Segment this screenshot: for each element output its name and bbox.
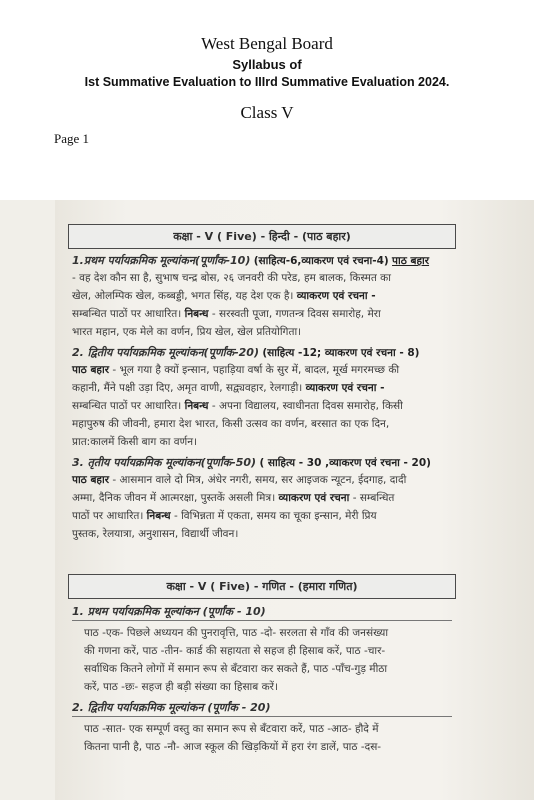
divider bbox=[72, 716, 452, 717]
text-fragment: निबन्ध bbox=[146, 510, 171, 522]
maths-s2-heading: 2. द्वितीय पर्यायक्रमिक मूल्यांकन (पूर्णांक - 20) bbox=[72, 701, 271, 714]
text-line bbox=[72, 491, 394, 505]
hindi-s2-heading-line bbox=[72, 345, 419, 360]
text-fragment: व्याकरण एवं रचना - bbox=[305, 382, 385, 394]
maths-s1-heading: 1. प्रथम पर्यायक्रमिक मूल्यांकन (पूर्णांक - 10) bbox=[72, 605, 266, 618]
text-fragment: अम्मा, दैनिक जीवन में आत्मरक्षा, पुस्तकें असली मित्र। bbox=[72, 492, 276, 504]
text-line bbox=[72, 473, 406, 487]
text-fragment: - सम्बन्धित bbox=[352, 492, 395, 504]
text-line bbox=[72, 381, 384, 395]
syllabus-label: Syllabus of bbox=[232, 57, 302, 72]
text-line: भारत महान, एक मेले का वर्णन, प्रिय खेल, खेल प्रतियोगिता। bbox=[72, 326, 302, 338]
hindi-s3-book: पाठ बहार bbox=[72, 474, 110, 486]
hindi-s2-heading: 2. द्वितीय पर्यायक्रमिक मूल्यांकन(पूर्णांक-20) bbox=[72, 346, 259, 359]
text-line bbox=[72, 363, 399, 377]
hindi-title-box bbox=[68, 224, 456, 249]
text-fragment: सम्बन्धित पाठों पर आधारित। bbox=[72, 400, 182, 412]
text-fragment: व्याकरण एवं रचना - bbox=[296, 290, 376, 302]
board-title: West Bengal Board bbox=[201, 34, 333, 53]
text-line: की गणना करें, पाठ -तीन- कार्ड की सहायता से सहज ही हिसाब करें, पाठ -चार- bbox=[84, 645, 386, 657]
text-fragment: पाठों पर आधारित। bbox=[72, 510, 144, 522]
text-fragment: - विभिन्नता में एकता, समय का चूका इन्सान, मेरी प्रिय bbox=[173, 510, 377, 522]
text-line: पाठ -सात- एक सम्पूर्ण वस्तु का समान रूप से बँटवारा करें, पाठ -आठ- हौदे में bbox=[84, 723, 379, 735]
text-line bbox=[72, 307, 381, 321]
maths-title: कक्षा - V ( Five) - गणित - (हमारा गणित) bbox=[166, 580, 358, 593]
page-number: Page 1 bbox=[54, 131, 90, 146]
text-fragment: - आसमान वाले दो मित्र, अंधेर नगरी, समय, सर आइजक न्यूटन, ईदगाह, दादी bbox=[112, 474, 407, 486]
text-line: करें, पाठ -छः- सहज ही बड़ी संख्या का हिसाब करें। bbox=[84, 681, 278, 693]
text-fragment: व्याकरण एवं रचना bbox=[278, 492, 350, 504]
text-line: कितना पानी है, पाठ -नौ- आज स्कूल की खिड़कियों में हरा रंग डालें, पाठ -दस- bbox=[84, 741, 382, 753]
hindi-s3-heading: 3. तृतीय पर्यायक्रमिक मूल्यांकन(पूर्णांक-50) bbox=[72, 456, 257, 469]
text-line bbox=[72, 509, 377, 523]
hindi-s1-heading: 1.प्रथम पर्यायक्रमिक मूल्यांकन(पूर्णांक-10) bbox=[72, 254, 251, 267]
hindi-s1-book: पाठ बहार bbox=[392, 255, 430, 267]
hindi-s2-detail: (साहित्य -12; व्याकरण एवं रचना - 8) bbox=[262, 347, 420, 359]
evaluation-title: Ist Summative Evaluation to IIIrd Summative Evaluation 2024. bbox=[84, 75, 450, 89]
text-line: पुस्तक, रेलयात्रा, अनुशासन, विद्यार्थी जीवन। bbox=[72, 528, 239, 540]
text-line bbox=[72, 289, 376, 303]
text-line: प्रात:कालमें किसी बाग का वर्णन। bbox=[72, 436, 197, 448]
hindi-title: कक्षा - V ( Five) - हिन्दी - (पाठ बहार) bbox=[173, 230, 351, 243]
text-line: - वह देश कौन सा है, सुभाष चन्द्र बोस, २६ जनवरी की परेड, हम बालक, किस्मत का bbox=[72, 272, 391, 284]
text-fragment: निबन्ध bbox=[184, 400, 209, 412]
hindi-s2-book: पाठ बहार bbox=[72, 364, 110, 376]
page-header bbox=[0, 0, 534, 200]
text-line bbox=[72, 399, 403, 413]
text-fragment: निबन्ध bbox=[184, 308, 209, 320]
text-fragment: सम्बन्धित पाठों पर आधारित। bbox=[72, 308, 182, 320]
text-line: सर्वाधिक कितने लोगों में समान रूप से बँटवारा कर सकते हैं, पाठ -पाँच-गुड़ मीठा bbox=[84, 663, 388, 675]
hindi-s1-heading-line bbox=[72, 253, 429, 268]
class-title: Class V bbox=[240, 103, 294, 122]
divider bbox=[72, 620, 452, 621]
text-fragment: - अपना विद्यालय, स्वाधीनता दिवस समारोह, किसी bbox=[211, 400, 403, 412]
hindi-s3-detail: ( साहित्य - 30 ,व्याकरण एवं रचना - 20) bbox=[259, 457, 431, 469]
hindi-s1-detail: (साहित्य-6,व्याकरण एवं रचना-4) bbox=[253, 255, 389, 267]
text-fragment: - सरस्वती पूजा, गणतन्त्र दिवस समारोह, मेरा bbox=[211, 308, 381, 320]
maths-title-box bbox=[68, 574, 456, 599]
text-fragment: कहानी, मैंने पक्षी उड़ा दिए, अमृत वाणी, सद्व्यवहार, रेलगाड़ी। bbox=[72, 382, 303, 394]
text-fragment: - भूल गया है क्यों इन्सान, पहाड़िया वर्षा के सुर में, बादल, मूर्ख मगरमच्छ की bbox=[112, 364, 400, 376]
text-fragment: खेल, ओलम्पिक खेल, कब्बड्डी, भगत सिंह, यह देश एक है। bbox=[72, 290, 294, 302]
text-line: महापुरुष की जीवनी, हमारा देश भारत, किसी उत्सव का वर्णन, बरसात का एक दिन, bbox=[72, 418, 390, 430]
hindi-s3-heading-line bbox=[72, 455, 431, 470]
text-line: पाठ -एक- पिछले अध्ययन की पुनरावृत्ति, पाठ -दो- सरलता से गाँव की जनसंख्या bbox=[84, 627, 389, 639]
